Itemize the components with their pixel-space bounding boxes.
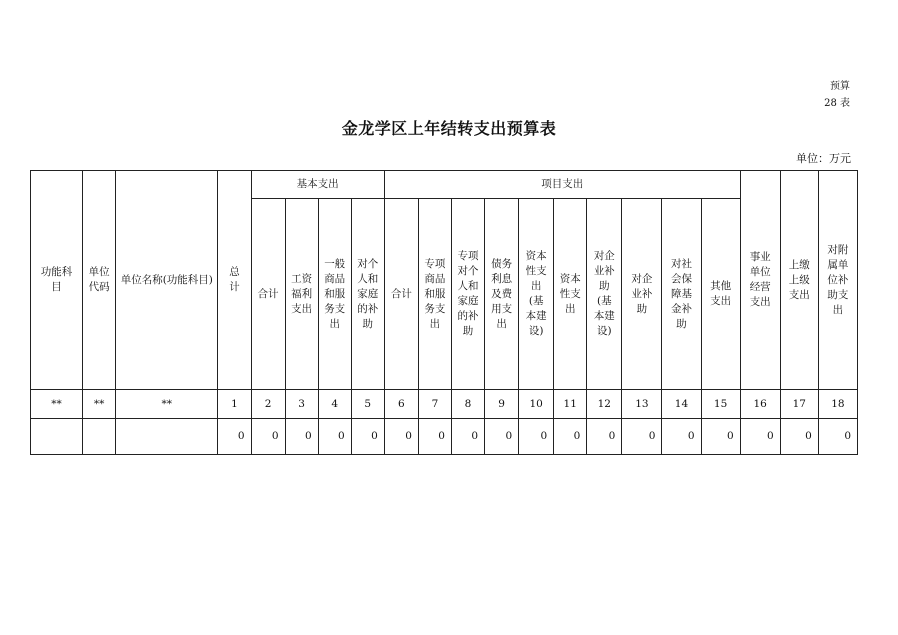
header-project-enterprise-construction: 对企 业补 助 (基 本建 设)	[587, 199, 622, 390]
index-cell: 6	[384, 390, 418, 419]
index-cell: 18	[818, 390, 857, 419]
header-basic-wages: 工资 福利 支出	[285, 199, 318, 390]
header-unit-name: 单位名称(功能科目)	[116, 171, 218, 390]
index-cell: 5	[351, 390, 384, 419]
index-cell: 4	[318, 390, 351, 419]
index-cell: 12	[587, 390, 622, 419]
form-number-line2: 28 表	[824, 98, 850, 109]
header-project-household-subsidy: 专项 对个 人和 家庭 的补 助	[451, 199, 484, 390]
index-cell: 10	[519, 390, 554, 419]
data-cell: 0	[662, 419, 701, 455]
data-cell: 0	[384, 419, 418, 455]
index-cell: 1	[218, 390, 251, 419]
index-row	[31, 390, 858, 419]
header-subsidiary-subsidy: 对附 属单 位补 助支 出	[818, 171, 857, 390]
index-cell: 11	[554, 390, 587, 419]
index-cell: 2	[251, 390, 285, 419]
data-cell: 0	[519, 419, 554, 455]
data-cell: 0	[285, 419, 318, 455]
data-cell: 0	[351, 419, 384, 455]
data-cell: 0	[251, 419, 285, 455]
header-row-1	[31, 171, 858, 199]
index-cell: 15	[701, 390, 740, 419]
index-cell: 7	[418, 390, 451, 419]
index-cell: 8	[451, 390, 484, 419]
page-title: 金龙学区上年结转支出预算表	[341, 119, 557, 138]
index-cell: 13	[622, 390, 662, 419]
data-cell: 0	[218, 419, 251, 455]
data-row	[31, 419, 858, 455]
data-cell	[116, 419, 218, 455]
header-project-group: 项目支出	[384, 171, 740, 199]
form-number-line1: 预算	[830, 81, 850, 92]
header-basic-goods-services: 一般 商品 和服 务支 出	[318, 199, 351, 390]
header-basic-group: 基本支出	[251, 171, 384, 199]
header-project-goods-services: 专项 商品 和服 务支 出	[418, 199, 451, 390]
header-total: 总 计	[218, 171, 251, 390]
header-business-expense: 事业 单位 经营 支出	[740, 171, 780, 390]
header-project-total: 合计	[384, 199, 418, 390]
unit-label: 单位：万元	[796, 152, 851, 165]
header-basic-household-subsidy: 对个 人和 家庭 的补 助	[351, 199, 384, 390]
header-project-enterprise-subsidy: 对企 业补 助	[622, 199, 662, 390]
index-cell: 9	[485, 390, 519, 419]
header-basic-total: 合计	[251, 199, 285, 390]
header-project-social-security: 对社 会保 障基 金补 助	[662, 199, 701, 390]
header-upper-payment: 上缴 上级 支出	[780, 171, 818, 390]
index-cell: 16	[740, 390, 780, 419]
data-cell: 0	[701, 419, 740, 455]
index-cell: **	[31, 390, 83, 419]
data-cell: 0	[622, 419, 662, 455]
data-cell: 0	[418, 419, 451, 455]
data-cell: 0	[451, 419, 484, 455]
data-cell: 0	[740, 419, 780, 455]
data-cell	[83, 419, 116, 455]
data-cell	[31, 419, 83, 455]
data-cell: 0	[485, 419, 519, 455]
data-cell: 0	[818, 419, 857, 455]
form-number	[824, 78, 850, 112]
index-cell: 17	[780, 390, 818, 419]
header-unit-code: 单位 代码	[83, 171, 116, 390]
header-project-capital: 资本 性支 出	[554, 199, 587, 390]
header-project-capital-construction: 资本 性支 出 (基 本建 设)	[519, 199, 554, 390]
data-cell: 0	[780, 419, 818, 455]
data-cell: 0	[587, 419, 622, 455]
data-cell: 0	[554, 419, 587, 455]
index-cell: 3	[285, 390, 318, 419]
budget-table	[30, 170, 858, 455]
header-project-debt-interest: 债务 利息 及费 用支 出	[485, 199, 519, 390]
index-cell: **	[116, 390, 218, 419]
data-cell: 0	[318, 419, 351, 455]
header-func-subject: 功能科 目	[31, 171, 83, 390]
index-cell: **	[83, 390, 116, 419]
header-project-other: 其他 支出	[701, 199, 740, 390]
index-cell: 14	[662, 390, 701, 419]
